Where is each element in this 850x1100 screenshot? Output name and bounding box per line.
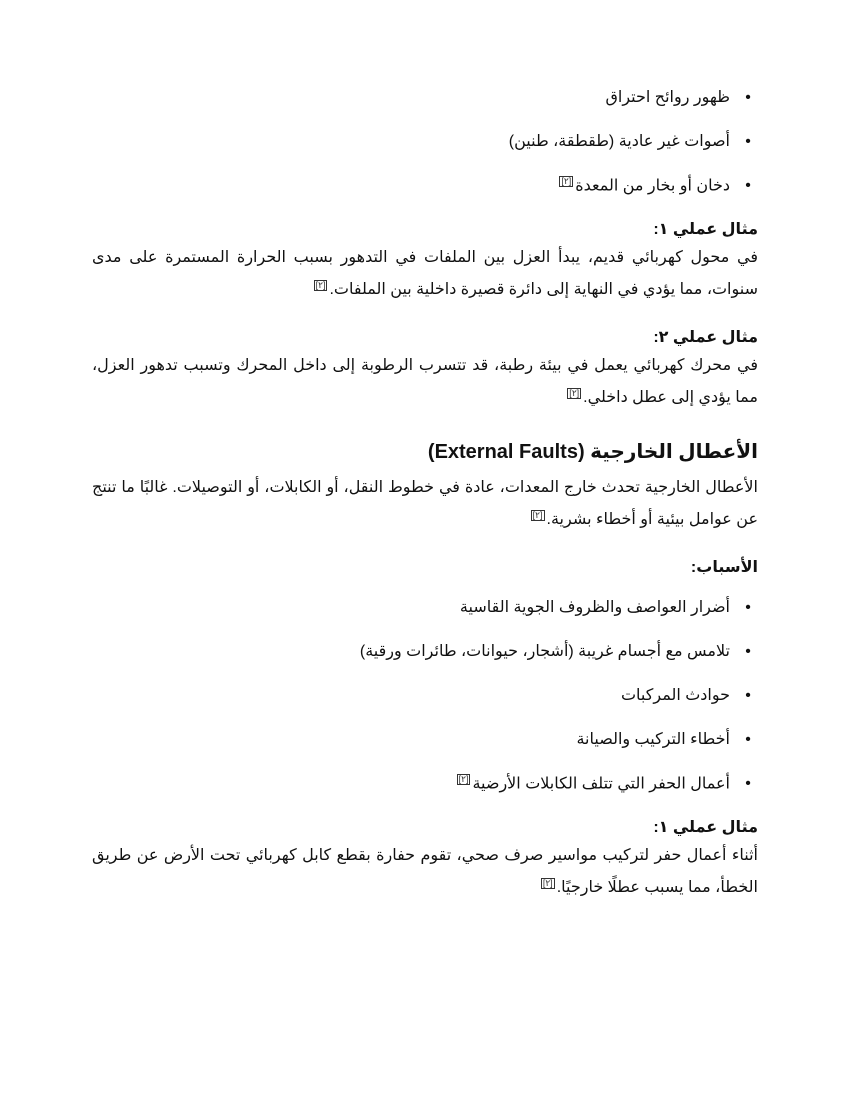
citation-link[interactable]: [٢] (532, 509, 543, 520)
list-item (92, 88, 758, 108)
external-example-title: مثال عملي ١: (653, 819, 758, 836)
bullet-icon: • (745, 643, 751, 660)
example-2-text (92, 350, 758, 414)
causes-label: الأسباب: (690, 559, 758, 576)
bullet-icon: • (745, 177, 751, 194)
list-item (92, 642, 758, 662)
causes-list (92, 598, 758, 794)
citation-link[interactable]: [٢] (315, 279, 326, 290)
example-2-body: في محرك كهربائي يعمل في بيئة رطبة، قد تتسرب الرطوبة إلى داخل المحرك وتسبب تدهور العزل، مما يؤدي إلى عطل داخلي. (92, 357, 758, 406)
bullet-icon: • (745, 599, 751, 616)
citation-link[interactable]: [٢] (569, 387, 580, 398)
list-item-text: أعمال الحفر التي تتلف الكابلات الأرضية (472, 775, 730, 793)
external-example-body: أثناء أعمال حفر لتركيب مواسير صرف صحي، تقوم حفارة بقطع كابل كهربائي تحت الأرض عن طريق الخطأ، مما يسبب عطلًا خارجيًا. (92, 847, 758, 896)
bullet-icon: • (745, 775, 751, 792)
external-intro (92, 472, 758, 536)
list-item-text: أضرار العواصف والظروف الجوية القاسية (459, 599, 730, 616)
citation-link[interactable]: [٢] (542, 877, 553, 888)
symptoms-list (92, 88, 758, 196)
list-item-text: ظهور روائح احتراق (605, 89, 730, 106)
example-2-title: مثال عملي ٢: (653, 329, 758, 346)
bullet-icon: • (745, 133, 751, 150)
bullet-icon: • (745, 731, 751, 748)
list-item (92, 686, 758, 706)
list-item-text: أصوات غير عادية (طقطقة، طنين) (508, 133, 730, 150)
example-1-title: مثال عملي ١: (653, 221, 758, 238)
list-item (92, 176, 758, 196)
list-item-text: حوادث المركبات (620, 687, 730, 704)
list-item-text: دخان أو بخار من المعدة (575, 177, 730, 195)
bullet-icon: • (745, 687, 751, 704)
list-item (92, 774, 758, 794)
external-example-text (92, 840, 758, 904)
citation-link[interactable]: [٢] (458, 774, 469, 784)
citation-link[interactable]: [٢] (561, 176, 572, 186)
list-item (92, 730, 758, 750)
example-1-body: في محول كهربائي قديم، يبدأ العزل بين الملفات في التدهور بسبب الحرارة المستمرة على مدى سنوات، مما يؤدي في النهاية إلى دائرة قصيرة داخلية بين الملفات. (92, 249, 758, 298)
section-heading-external-faults: الأعطال الخارجية (External Faults) (427, 441, 758, 463)
bullet-icon: • (745, 89, 751, 106)
list-item (92, 132, 758, 152)
external-intro-body: الأعطال الخارجية تحدث خارج المعدات، عادة في خطوط النقل، أو الكابلات، أو التوصيلات. غالبًا ما تنتج عن عوامل بيئية أو أخطاء بشرية. (92, 479, 758, 528)
list-item-text: أخطاء التركيب والصيانة (576, 731, 730, 748)
list-item (92, 598, 758, 618)
example-1-text (92, 242, 758, 306)
list-item-text: تلامس مع أجسام غريبة (أشجار، حيوانات، طائرات ورقية) (359, 643, 730, 660)
